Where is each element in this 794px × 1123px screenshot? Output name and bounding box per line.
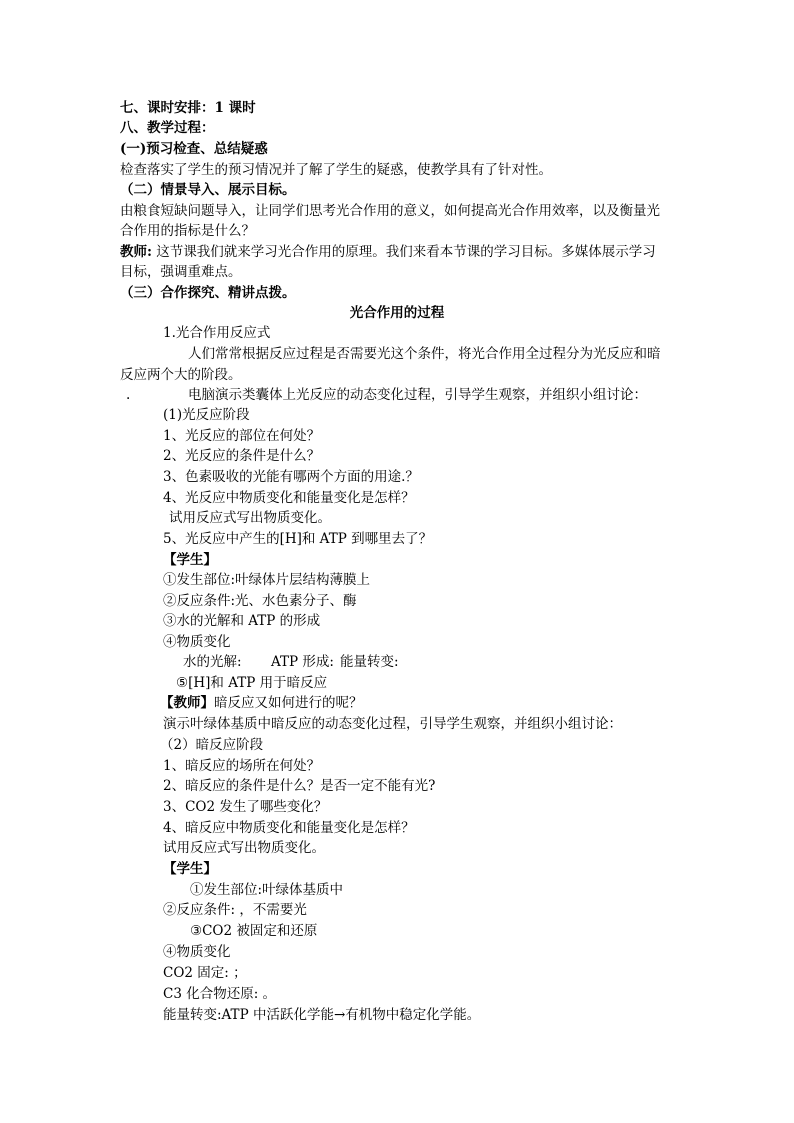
list-item: 1、光反应的部位在何处？ (163, 428, 321, 444)
paragraph (120, 242, 656, 262)
stray-dot: . (126, 387, 131, 403)
list-item: 3、色素吸收的光能有哪两个方面的用途.？ (163, 469, 419, 485)
paragraph: 能量转变:ATP 中活跃化学能→有机物中稳定化学能。 (163, 1007, 481, 1023)
paragraph: 目标，强调重难点。 (120, 264, 242, 280)
student-label: 【学生】 (163, 861, 217, 877)
subsection-1-heading: (一)预习检查、总结疑惑 (120, 141, 268, 157)
list-item: ⑤[H]和 ATP 用于暗反应 (176, 675, 328, 691)
student-label: 【学生】 (163, 552, 217, 568)
list-item: ④物质变化 (163, 944, 231, 960)
list-item: ②反应条件: ，不需要光 (163, 902, 307, 918)
list-item: 1、暗反应的场所在何处？ (163, 758, 321, 774)
list-item: ③CO2 被固定和还原 (190, 923, 318, 939)
paragraph-text: 暗反应又如何进行的呢？ (214, 695, 363, 711)
paragraph: 电脑演示类囊体上光反应的动态变化过程，引导学生观察，并组织小组讨论： (188, 387, 647, 403)
paragraph: (1)光反应阶段 (163, 407, 250, 423)
list-item: 4、暗反应中物质变化和能量变化是怎样？ (163, 820, 415, 836)
paragraph-text: 这节课我们就来学习光合作用的原理。我们来看本节课的学习目标。多媒体展示学习 (156, 244, 656, 260)
list-item: ④物质变化 (163, 634, 231, 650)
list-item: ①发生部位:叶绿体片层结构薄膜上 (163, 572, 371, 588)
teacher-label: 【教师】 (160, 695, 214, 711)
sub-item: CO2 固定: ； (163, 965, 247, 981)
sub-item: C3 化合物还原: 。 (163, 986, 277, 1002)
sub-item: 水的光解: (183, 654, 242, 670)
paragraph: 合作用的指标是什么？ (120, 223, 255, 239)
paragraph (160, 693, 363, 713)
sub-item: ATP 形成: (271, 654, 334, 670)
paragraph: 试用反应式写出物质变化。 (169, 510, 331, 526)
list-item: ②反应条件:光、水色素分子、酶 (163, 593, 357, 609)
subsection-2-heading: （二）情景导入、展示目标。 (120, 182, 296, 198)
paragraph: 由粮食短缺问题导入，让同学们思考光合作用的意义，如何提高光合作用效率，以及衡量光 (120, 203, 660, 219)
list-item: 3、CO2 发生了哪些变化？ (163, 799, 328, 815)
paragraph: 演示叶绿体基质中暗反应的动态变化过程，引导学生观察，并组织小组讨论： (163, 716, 622, 732)
paragraph: 检查落实了学生的预习情况并了解了学生的疑惑，使教学具有了针对性。 (120, 162, 552, 178)
centered-title: 光合作用的过程 (349, 305, 445, 321)
list-item: ①发生部位:叶绿体基质中 (190, 882, 344, 898)
subsection-3-heading: （三）合作探究、精讲点拨。 (120, 285, 296, 301)
sub-item: 能量转变: (340, 654, 399, 670)
section-8-heading: 八、教学过程： (120, 120, 215, 136)
teacher-label: 教师: (120, 244, 152, 260)
list-item: 2、光反应的条件是什么？ (163, 448, 321, 464)
list-item: 2、暗反应的条件是什么？是否一定不能有光? (163, 778, 436, 794)
paragraph: 试用反应式写出物质变化。 (163, 840, 325, 856)
paragraph: （2）暗反应阶段 (160, 737, 264, 753)
paragraph: 反应两个大的阶段。 (120, 367, 242, 383)
section-7-heading: 七、课时安排：1 课时 (120, 100, 256, 116)
list-item: 5、光反应中产生的[H]和 ATP 到哪里去了？ (163, 531, 433, 547)
paragraph: 人们常常根据反应过程是否需要光这个条件，将光合作用全过程分为光反应和暗 (188, 346, 661, 362)
paragraph: 1.光合作用反应式 (163, 325, 271, 341)
list-item: 4、光反应中物质变化和能量变化是怎样？ (163, 490, 415, 506)
list-item: ③水的光解和 ATP 的形成 (163, 613, 321, 629)
